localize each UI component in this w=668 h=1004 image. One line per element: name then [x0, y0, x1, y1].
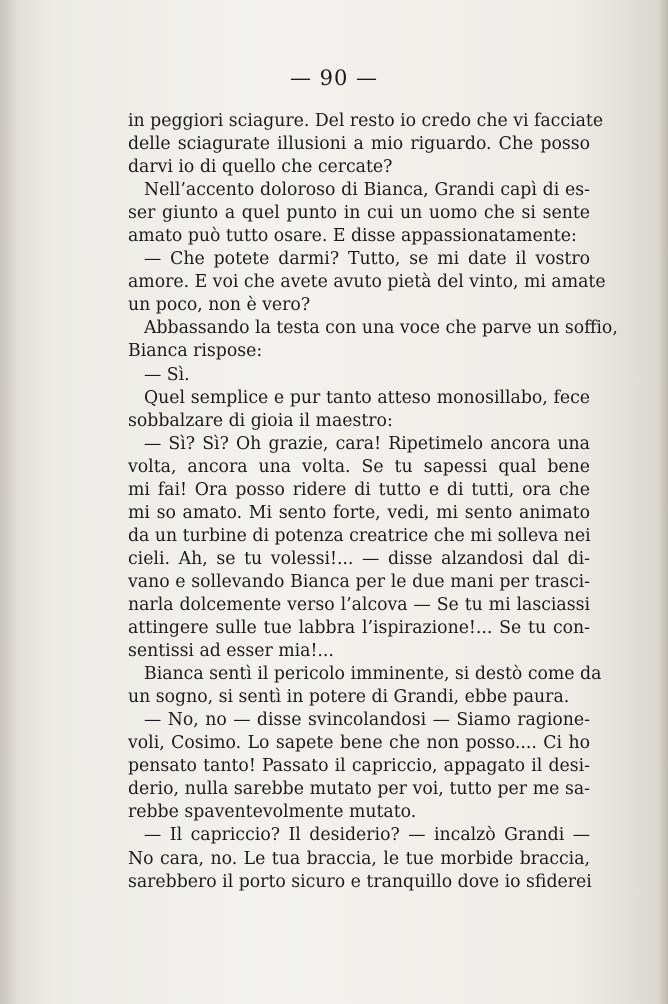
- text-line: sarebbero il porto sicuro e tranquillo dove io sfiderei: [128, 871, 592, 892]
- text-line: — Sì? Sì? Oh grazie, cara! Ripetimelo ancora una: [144, 433, 590, 454]
- text-line: amore. E voi che avete avuto pietà del vinto, mi amate: [128, 272, 606, 293]
- page-right-shadow: [658, 0, 668, 1004]
- text-line: mi fai! Ora posso ridere di tutto e di tutti, ora che: [128, 479, 590, 500]
- text-line: in peggiori sciagure. Del resto io credo che vi facciate: [128, 111, 604, 131]
- text-line: voli, Cosimo. Lo sapete bene che non posso.... Ci ho: [128, 733, 590, 754]
- text-line: — Che potete darmi? Tutto, se mi date il vostro: [144, 249, 590, 270]
- page-number: — 90 —: [289, 66, 379, 90]
- body-text: [128, 110, 618, 894]
- text-line: Bianca sentì il pericolo imminente, si destò come da: [144, 664, 602, 685]
- text-line: rebbe spaventevolmente mutato.: [128, 802, 417, 823]
- text-line: ser giunto a quel punto in cui un uomo che si sente: [128, 203, 590, 224]
- page-left-shadow: [0, 0, 18, 1004]
- text-line: narla dolcemente verso l’alcova — Se tu mi lasciassi: [128, 594, 590, 615]
- text-line: cieli. Ah, se tu volessi!... — disse alzandosi dal di-: [128, 548, 590, 569]
- text-line: volta, ancora una volta. Se tu sapessi qual bene: [128, 456, 590, 477]
- text-line: darvi io di quello che cercate?: [128, 157, 393, 178]
- text-line: attingere sulle tue labbra l’ispirazione!... Se tu con-: [128, 618, 590, 639]
- text-line: pensato tanto! Passato il capriccio, appagato il desi-: [128, 756, 590, 777]
- text-line: mi so amato. Mi sento forte, vedi, mi sento animato: [128, 502, 590, 523]
- text-line: Quel semplice e pur tanto atteso monosillabo, fece: [144, 387, 590, 408]
- text-line: derio, nulla sarebbe mutato per voi, tutto per me sa-: [128, 779, 590, 800]
- text-line: — Il capriccio? Il desiderio? — incalzò Grandi —: [144, 825, 590, 846]
- text-line: amato può tutto osare. E disse appassionatamente:: [128, 226, 577, 247]
- text-line: sobbalzare di gioia il maestro:: [128, 410, 393, 431]
- text-line: — Sì.: [144, 364, 190, 385]
- text-line: Nell’accento doloroso di Bianca, Grandi capì di es-: [144, 180, 590, 201]
- text-line: un poco, non è vero?: [128, 295, 311, 316]
- text-line: — No, no — disse svincolandosi — Siamo ragione-: [144, 710, 590, 731]
- text-line: Abbassando la testa con una voce che parve un soffio,: [144, 318, 618, 339]
- text-line: sentissi ad esser mia!...: [128, 641, 334, 662]
- text-line: un sogno, si sentì in potere di Grandi, ebbe paura.: [128, 687, 570, 708]
- text-line: delle sciagurate illusioni a mio riguardo. Che posso: [128, 134, 590, 155]
- text-line: No cara, no. Le tua braccia, le tue morbide braccia,: [128, 848, 590, 869]
- text-line: vano e sollevando Bianca per le due mani per trasci-: [128, 571, 590, 592]
- text-line: da un turbine di potenza creatrice che mi solleva nei: [128, 525, 591, 546]
- text-line: Bianca rispose:: [128, 341, 263, 362]
